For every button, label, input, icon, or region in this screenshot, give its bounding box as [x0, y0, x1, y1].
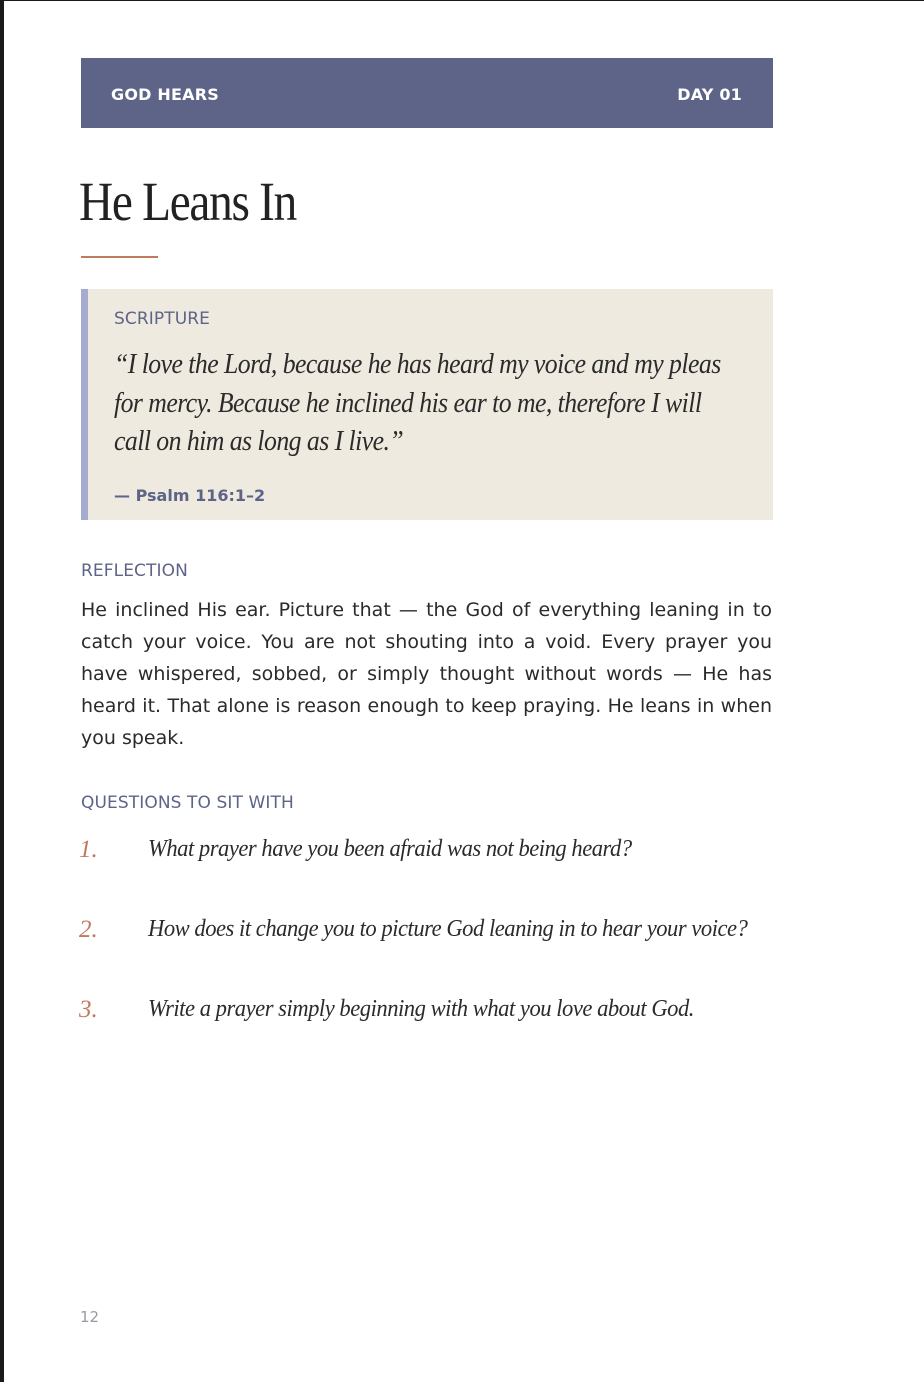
- reflection-label: REFLECTION: [81, 561, 188, 581]
- page-title: He Leans In: [79, 171, 296, 232]
- page-top-edge: [0, 0, 924, 1]
- page-left-edge: [0, 0, 4, 1382]
- question-number: 3.: [79, 996, 98, 1023]
- title-divider: [81, 256, 158, 258]
- question-text: Write a prayer simply beginning with what you love about God.: [148, 996, 694, 1022]
- question-item: [79, 996, 779, 1036]
- scripture-callout: [81, 289, 773, 520]
- scripture-reference: — Psalm 116:1–2: [114, 486, 266, 505]
- day-label: DAY 01: [677, 85, 742, 104]
- question-number: 1.: [79, 836, 98, 863]
- question-number: 2.: [79, 916, 98, 943]
- question-item: [79, 916, 779, 956]
- question-text: What prayer have you been afraid was not being heard?: [148, 836, 632, 862]
- section-title: GOD HEARS: [111, 85, 219, 104]
- question-item: [79, 836, 779, 876]
- scripture-label: SCRIPTURE: [114, 309, 211, 329]
- scripture-accent-bar: [81, 289, 88, 520]
- page-number: 12: [80, 1308, 100, 1326]
- header-band: [81, 58, 773, 128]
- question-text: How does it change you to picture God leaning in to hear your voice?: [148, 916, 748, 942]
- scripture-quote: “I love the Lord, because he has heard my voice and my pleas for mercy. Because he inclined his ear to me, therefore I will call on him as long as I live.”: [114, 349, 721, 457]
- reflection-body: He inclined His ear. Picture that — the God of everything leaning in to catch your voice. You are not shouting into a void. Every prayer you have whispered, sobbed, or simply thought without words — He has heard it. That alone is reason enough to keep praying. He leans in when you speak.: [81, 599, 772, 749]
- questions-label: QUESTIONS TO SIT WITH: [81, 793, 294, 813]
